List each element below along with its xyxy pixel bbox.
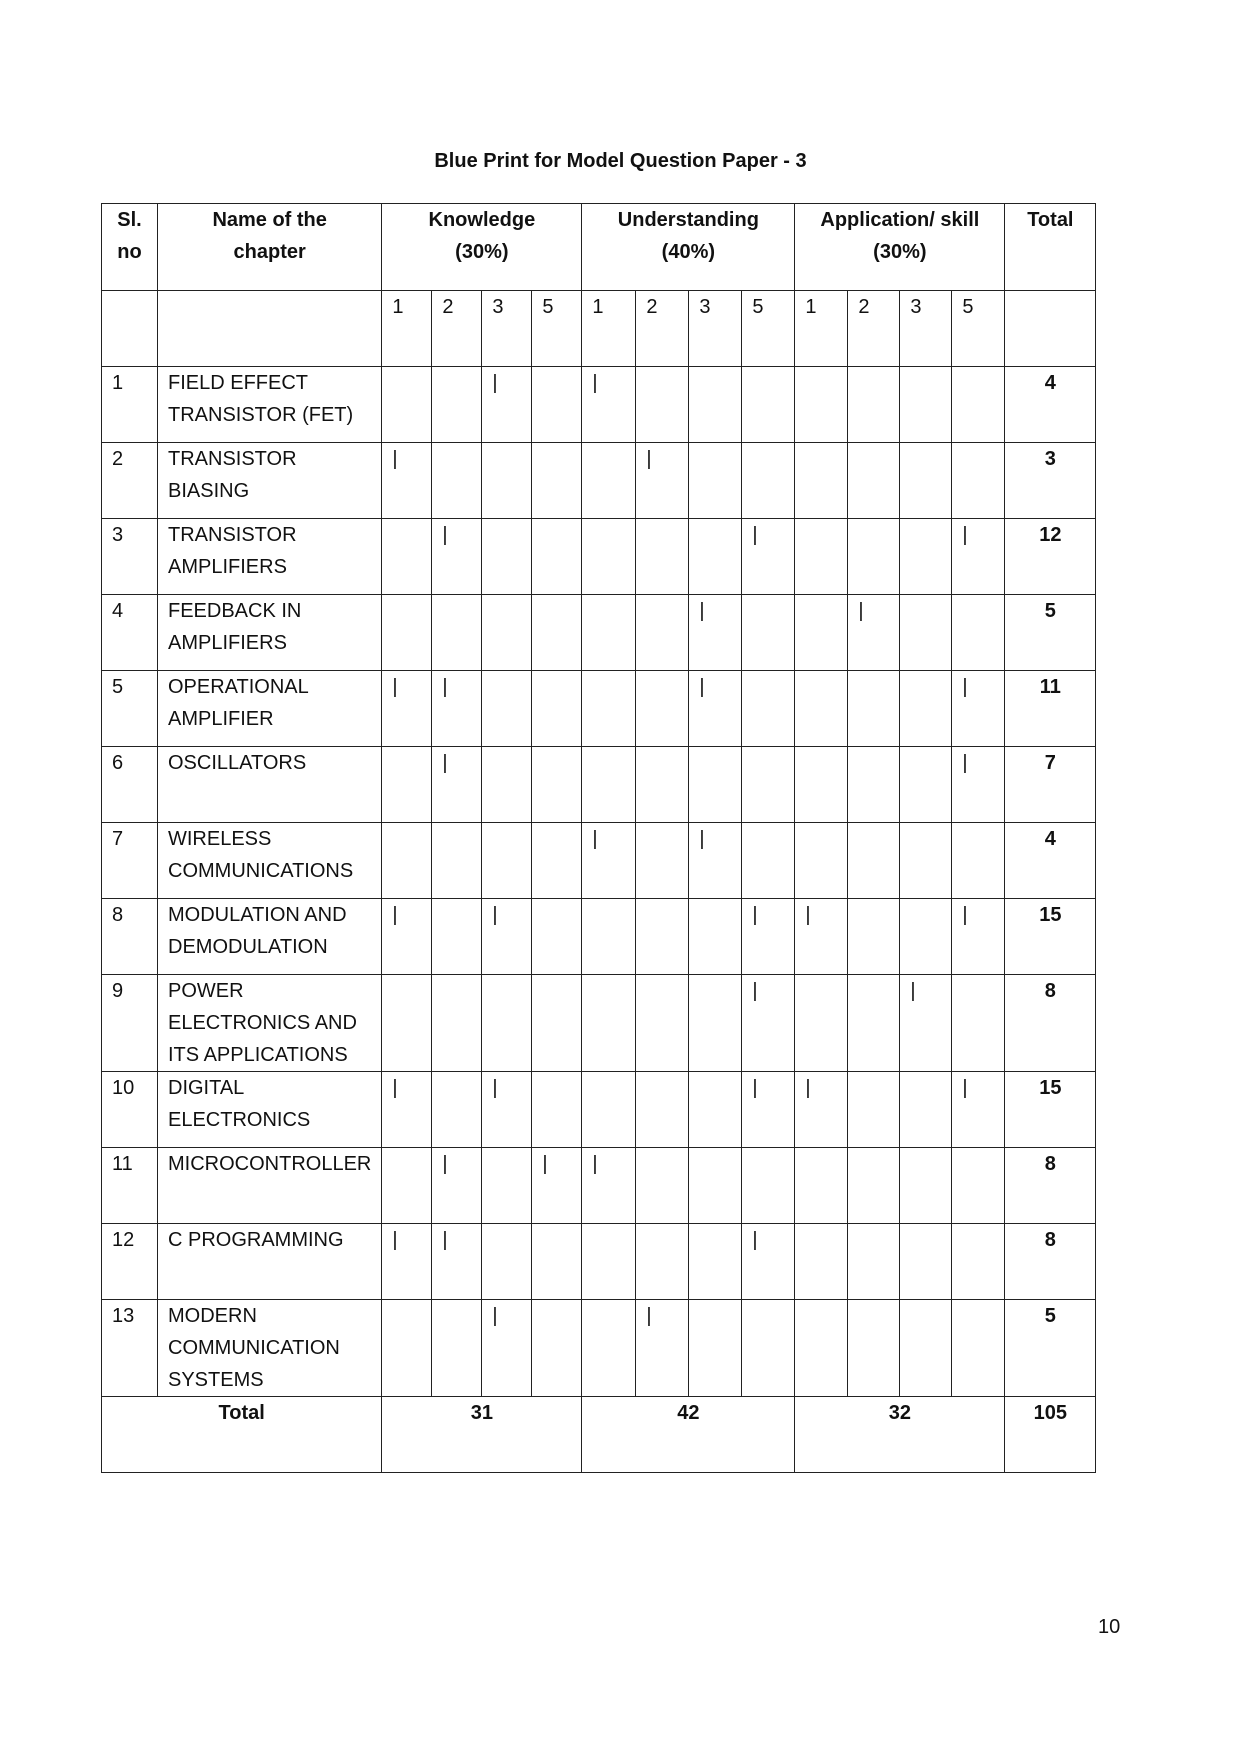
tally-cell: |	[795, 899, 848, 975]
empty-cell	[900, 823, 952, 899]
chapter-line: AMPLIFIERS	[168, 556, 287, 578]
row-chapter-name	[158, 671, 382, 747]
marks-column-header: 2	[848, 291, 900, 367]
row-slno: 1	[102, 367, 158, 443]
empty-cell	[532, 443, 582, 519]
empty-cell	[795, 671, 848, 747]
empty-cell	[742, 443, 795, 519]
tally-cell: |	[742, 1072, 795, 1148]
tally-cell: |	[689, 823, 742, 899]
chapter-line: TRANSISTOR (FET)	[168, 404, 354, 426]
marks-column-header: 5	[532, 291, 582, 367]
marks-column-header: 2	[636, 291, 689, 367]
blueprint-table	[101, 203, 1096, 1473]
empty-cell	[382, 823, 432, 899]
tally-cell: |	[582, 823, 636, 899]
header-understanding: Understanding (40%)	[582, 204, 795, 291]
tally-cell: |	[952, 899, 1005, 975]
empty-cell	[689, 1072, 742, 1148]
row-total: 8	[1005, 1224, 1096, 1300]
empty-cell	[532, 367, 582, 443]
header-chapter: Name of the chapter	[158, 204, 382, 291]
empty-cell	[636, 747, 689, 823]
empty-cell	[432, 1072, 482, 1148]
chapter-line: AMPLIFIERS	[168, 632, 287, 654]
understanding-total: 42	[582, 1397, 795, 1473]
empty-cell	[582, 1224, 636, 1300]
header-total: Total	[1005, 204, 1096, 291]
tally-cell: |	[952, 519, 1005, 595]
empty-cell	[795, 823, 848, 899]
row-chapter-name	[158, 1224, 382, 1300]
header-application: Application/ skill (30%)	[795, 204, 1005, 291]
empty-cell	[689, 519, 742, 595]
empty-cell	[636, 823, 689, 899]
tally-cell: |	[952, 747, 1005, 823]
row-total: 5	[1005, 1300, 1096, 1397]
empty-cell	[432, 595, 482, 671]
empty-cell	[432, 823, 482, 899]
row-total: 15	[1005, 1072, 1096, 1148]
chapter-line: COMMUNICATIONS	[168, 860, 354, 882]
empty-cell	[900, 595, 952, 671]
empty-cell	[952, 1148, 1005, 1224]
empty-cell	[742, 671, 795, 747]
empty-cell	[848, 443, 900, 519]
subheader-empty	[1005, 291, 1096, 367]
marks-subheader-row	[102, 291, 1096, 367]
grand-total: 105	[1005, 1397, 1096, 1473]
row-total: 4	[1005, 367, 1096, 443]
chapter-line: POWER	[168, 980, 244, 1002]
row-slno: 3	[102, 519, 158, 595]
row-total: 8	[1005, 975, 1096, 1072]
empty-cell	[900, 519, 952, 595]
empty-cell	[848, 519, 900, 595]
empty-cell	[532, 1224, 582, 1300]
empty-cell	[689, 975, 742, 1072]
marks-column-header: 5	[952, 291, 1005, 367]
empty-cell	[636, 899, 689, 975]
tally-cell: |	[636, 443, 689, 519]
empty-cell	[532, 747, 582, 823]
row-slno: 10	[102, 1072, 158, 1148]
empty-cell	[532, 899, 582, 975]
row-slno: 9	[102, 975, 158, 1072]
empty-cell	[532, 1300, 582, 1397]
empty-cell	[848, 823, 900, 899]
chapter-line: COMMUNICATION	[168, 1337, 340, 1359]
table-row	[102, 1148, 1096, 1224]
header-row	[102, 204, 1096, 291]
tally-cell: |	[636, 1300, 689, 1397]
tally-cell: |	[795, 1072, 848, 1148]
empty-cell	[582, 1300, 636, 1397]
empty-cell	[532, 975, 582, 1072]
row-chapter-name	[158, 595, 382, 671]
empty-cell	[689, 1224, 742, 1300]
empty-cell	[689, 367, 742, 443]
table-row	[102, 975, 1096, 1072]
empty-cell	[952, 1224, 1005, 1300]
empty-cell	[900, 671, 952, 747]
chapter-line: OPERATIONAL	[168, 676, 309, 698]
empty-cell	[742, 747, 795, 823]
totals-label: Total	[102, 1397, 382, 1473]
chapter-line: OSCILLATORS	[168, 752, 307, 774]
empty-cell	[432, 975, 482, 1072]
row-slno: 4	[102, 595, 158, 671]
row-slno: 8	[102, 899, 158, 975]
empty-cell	[432, 367, 482, 443]
row-chapter-name	[158, 899, 382, 975]
empty-cell	[742, 367, 795, 443]
row-chapter-name	[158, 1148, 382, 1224]
header-knowledge: Knowledge (30%)	[382, 204, 582, 291]
empty-cell	[636, 519, 689, 595]
empty-cell	[952, 975, 1005, 1072]
empty-cell	[848, 1300, 900, 1397]
chapter-line: AMPLIFIER	[168, 708, 274, 730]
empty-cell	[532, 595, 582, 671]
empty-cell	[532, 1072, 582, 1148]
empty-cell	[848, 747, 900, 823]
empty-cell	[636, 367, 689, 443]
row-total: 15	[1005, 899, 1096, 975]
marks-column-header: 2	[432, 291, 482, 367]
tally-cell: |	[432, 671, 482, 747]
tally-cell: |	[382, 1224, 432, 1300]
subheader-empty	[102, 291, 158, 367]
page-title: Blue Print for Model Question Paper - 3	[434, 150, 807, 172]
tally-cell: |	[382, 671, 432, 747]
empty-cell	[582, 519, 636, 595]
tally-cell: |	[482, 1072, 532, 1148]
empty-cell	[582, 671, 636, 747]
marks-column-header: 3	[900, 291, 952, 367]
row-slno: 2	[102, 443, 158, 519]
empty-cell	[636, 1224, 689, 1300]
empty-cell	[848, 1224, 900, 1300]
table-row	[102, 519, 1096, 595]
tally-cell: |	[482, 367, 532, 443]
empty-cell	[900, 1072, 952, 1148]
empty-cell	[482, 519, 532, 595]
chapter-line: TRANSISTOR	[168, 448, 297, 470]
chapter-line: MODULATION AND	[168, 904, 347, 926]
empty-cell	[689, 443, 742, 519]
chapter-line: DIGITAL	[168, 1077, 245, 1099]
empty-cell	[795, 1224, 848, 1300]
empty-cell	[432, 899, 482, 975]
row-total: 12	[1005, 519, 1096, 595]
empty-cell	[582, 595, 636, 671]
tally-cell: |	[582, 367, 636, 443]
empty-cell	[900, 1148, 952, 1224]
empty-cell	[900, 1300, 952, 1397]
tally-cell: |	[742, 519, 795, 595]
chapter-line: TRANSISTOR	[168, 524, 297, 546]
empty-cell	[432, 1300, 482, 1397]
chapter-line: SYSTEMS	[168, 1369, 264, 1391]
empty-cell	[482, 443, 532, 519]
empty-cell	[689, 899, 742, 975]
empty-cell	[795, 443, 848, 519]
row-total: 4	[1005, 823, 1096, 899]
empty-cell	[432, 443, 482, 519]
tally-cell: |	[952, 671, 1005, 747]
empty-cell	[848, 975, 900, 1072]
empty-cell	[795, 1148, 848, 1224]
row-chapter-name	[158, 443, 382, 519]
empty-cell	[900, 443, 952, 519]
row-slno: 7	[102, 823, 158, 899]
marks-column-header: 1	[795, 291, 848, 367]
empty-cell	[952, 823, 1005, 899]
row-slno: 5	[102, 671, 158, 747]
row-total: 8	[1005, 1148, 1096, 1224]
table-row	[102, 1224, 1096, 1300]
empty-cell	[742, 1148, 795, 1224]
empty-cell	[382, 519, 432, 595]
table-row	[102, 443, 1096, 519]
tally-cell: |	[742, 975, 795, 1072]
empty-cell	[582, 975, 636, 1072]
empty-cell	[382, 1148, 432, 1224]
empty-cell	[900, 367, 952, 443]
row-chapter-name	[158, 519, 382, 595]
row-total: 5	[1005, 595, 1096, 671]
empty-cell	[532, 823, 582, 899]
row-slno: 12	[102, 1224, 158, 1300]
tally-cell: |	[742, 1224, 795, 1300]
empty-cell	[900, 1224, 952, 1300]
tally-cell: |	[742, 899, 795, 975]
row-chapter-name	[158, 747, 382, 823]
empty-cell	[636, 1148, 689, 1224]
tally-cell: |	[900, 975, 952, 1072]
empty-cell	[689, 747, 742, 823]
empty-cell	[582, 443, 636, 519]
chapter-line: WIRELESS	[168, 828, 272, 850]
empty-cell	[952, 443, 1005, 519]
empty-cell	[532, 519, 582, 595]
chapter-line: BIASING	[168, 480, 250, 502]
marks-column-header: 3	[482, 291, 532, 367]
empty-cell	[795, 595, 848, 671]
empty-cell	[582, 1072, 636, 1148]
empty-cell	[848, 367, 900, 443]
empty-cell	[689, 1148, 742, 1224]
empty-cell	[382, 1300, 432, 1397]
empty-cell	[482, 747, 532, 823]
empty-cell	[382, 747, 432, 823]
chapter-line: FEEDBACK IN	[168, 600, 302, 622]
chapter-line: ELECTRONICS	[168, 1109, 311, 1131]
knowledge-total: 31	[382, 1397, 582, 1473]
tally-cell: |	[432, 747, 482, 823]
header-slno: Sl. no	[102, 204, 158, 291]
empty-cell	[952, 1300, 1005, 1397]
row-chapter-name	[158, 1300, 382, 1397]
row-total: 3	[1005, 443, 1096, 519]
empty-cell	[636, 975, 689, 1072]
empty-cell	[482, 975, 532, 1072]
table-row	[102, 899, 1096, 975]
subheader-empty	[158, 291, 382, 367]
empty-cell	[848, 1072, 900, 1148]
empty-cell	[482, 1224, 532, 1300]
empty-cell	[636, 1072, 689, 1148]
page-number: 10	[1098, 1616, 1121, 1638]
empty-cell	[795, 1300, 848, 1397]
table-row	[102, 823, 1096, 899]
empty-cell	[482, 823, 532, 899]
empty-cell	[689, 1300, 742, 1397]
empty-cell	[382, 367, 432, 443]
marks-column-header: 5	[742, 291, 795, 367]
row-total: 7	[1005, 747, 1096, 823]
empty-cell	[482, 595, 532, 671]
table-row	[102, 671, 1096, 747]
tally-cell: |	[848, 595, 900, 671]
empty-cell	[795, 747, 848, 823]
chapter-line: MICROCONTROLLER	[168, 1153, 372, 1175]
table-row	[102, 747, 1096, 823]
application-total: 32	[795, 1397, 1005, 1473]
empty-cell	[636, 671, 689, 747]
chapter-line: DEMODULATION	[168, 936, 328, 958]
empty-cell	[900, 899, 952, 975]
empty-cell	[742, 1300, 795, 1397]
empty-cell	[636, 595, 689, 671]
empty-cell	[900, 747, 952, 823]
empty-cell	[582, 899, 636, 975]
empty-cell	[848, 671, 900, 747]
tally-cell: |	[689, 671, 742, 747]
tally-cell: |	[432, 1224, 482, 1300]
row-total: 11	[1005, 671, 1096, 747]
empty-cell	[382, 595, 432, 671]
tally-cell: |	[482, 1300, 532, 1397]
empty-cell	[795, 519, 848, 595]
totals-row	[102, 1397, 1096, 1473]
tally-cell: |	[432, 1148, 482, 1224]
table-row	[102, 367, 1096, 443]
tally-cell: |	[532, 1148, 582, 1224]
chapter-line: ELECTRONICS AND	[168, 1012, 357, 1034]
row-chapter-name	[158, 823, 382, 899]
tally-cell: |	[689, 595, 742, 671]
empty-cell	[532, 671, 582, 747]
tally-cell: |	[382, 1072, 432, 1148]
table-row	[102, 1300, 1096, 1397]
empty-cell	[482, 671, 532, 747]
tally-cell: |	[482, 899, 532, 975]
row-chapter-name	[158, 367, 382, 443]
empty-cell	[795, 367, 848, 443]
empty-cell	[952, 367, 1005, 443]
empty-cell	[582, 747, 636, 823]
empty-cell	[848, 899, 900, 975]
table-row	[102, 595, 1096, 671]
tally-cell: |	[432, 519, 482, 595]
empty-cell	[795, 975, 848, 1072]
empty-cell	[952, 595, 1005, 671]
chapter-line: MODERN	[168, 1305, 257, 1327]
table-row	[102, 1072, 1096, 1148]
row-slno: 6	[102, 747, 158, 823]
empty-cell	[482, 1148, 532, 1224]
row-chapter-name	[158, 1072, 382, 1148]
chapter-line: ITS APPLICATIONS	[168, 1044, 348, 1066]
empty-cell	[742, 823, 795, 899]
row-slno: 11	[102, 1148, 158, 1224]
empty-cell	[742, 595, 795, 671]
tally-cell: |	[382, 899, 432, 975]
tally-cell: |	[382, 443, 432, 519]
marks-column-header: 1	[582, 291, 636, 367]
tally-cell: |	[952, 1072, 1005, 1148]
row-chapter-name	[158, 975, 382, 1072]
chapter-line: FIELD EFFECT	[168, 372, 309, 394]
tally-cell: |	[582, 1148, 636, 1224]
marks-column-header: 1	[382, 291, 432, 367]
marks-column-header: 3	[689, 291, 742, 367]
chapter-line: C PROGRAMMING	[168, 1229, 344, 1251]
row-slno: 13	[102, 1300, 158, 1397]
empty-cell	[382, 975, 432, 1072]
empty-cell	[848, 1148, 900, 1224]
